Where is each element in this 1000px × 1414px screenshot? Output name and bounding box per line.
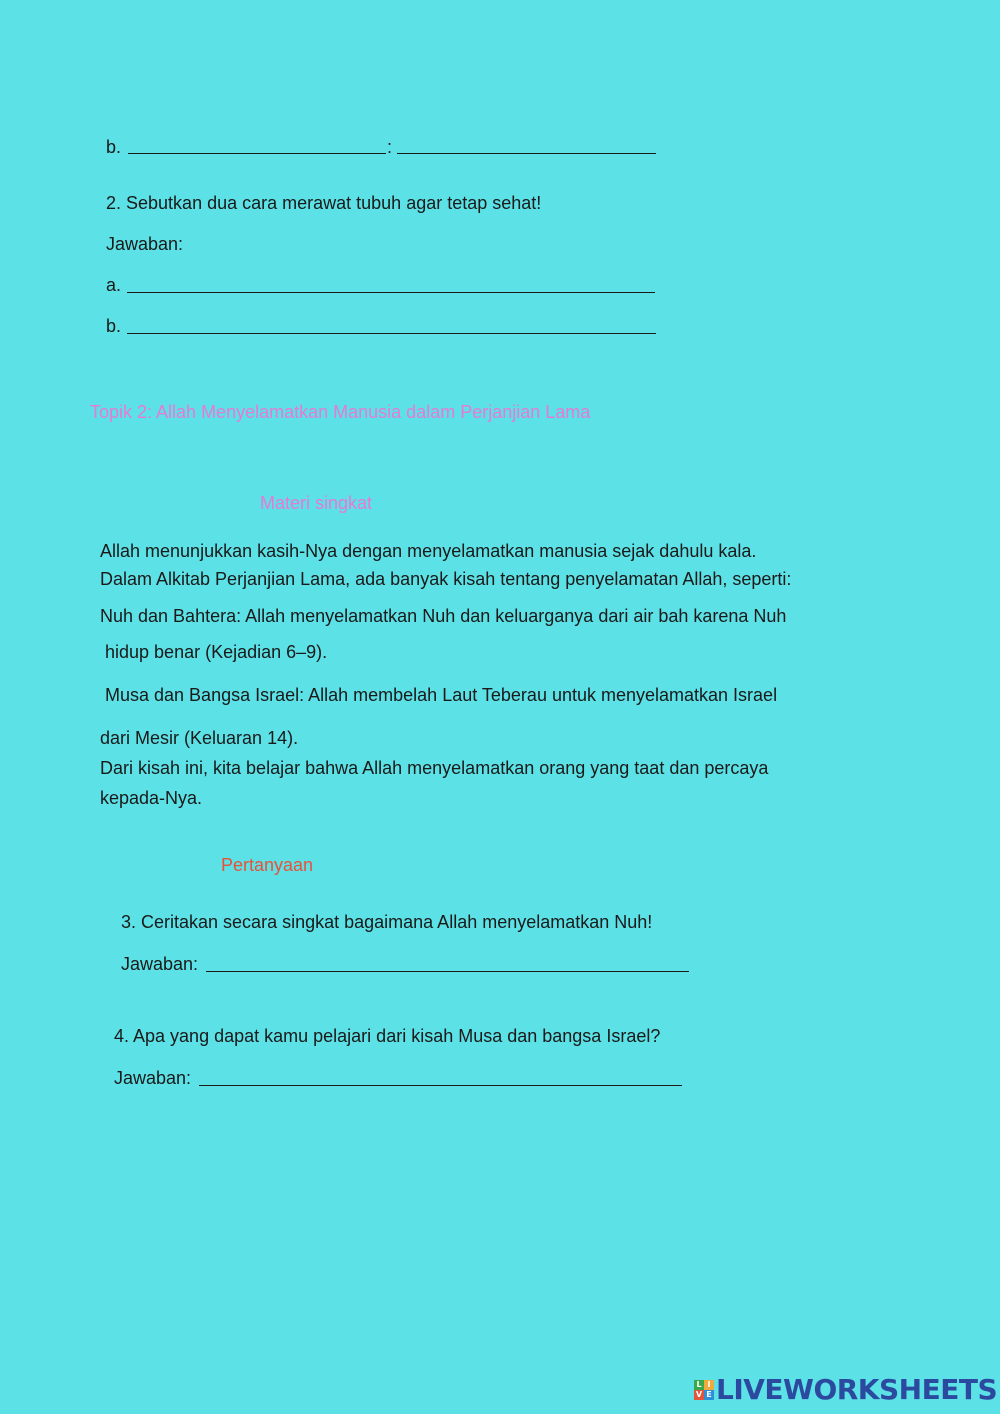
liveworksheets-logo [694,1375,997,1405]
q3-answer-line[interactable] [206,971,689,972]
q2-a-label: a. [106,275,122,295]
liveworksheets-logo-mark-icon [694,1380,714,1400]
materi-paragraph-line: Dalam Alkitab Perjanjian Lama, ada banyak kisah tentang penyelamatan Allah, seperti: [100,569,792,589]
materi-paragraph-line: Allah menunjukkan kasih-Nya dengan menyelamatkan manusia sejak dahulu kala. [100,541,757,561]
materi-heading: Materi singkat [260,493,373,513]
q1b-answer-line-left[interactable] [128,153,386,154]
materi-paragraph-line: Dari kisah ini, kita belajar bahwa Allah menyelamatkan orang yang taat dan percaya [100,758,769,778]
questions-heading: Pertanyaan [221,855,314,875]
q2-a-answer-line[interactable] [127,292,655,293]
logo-mark-letter: L [694,1380,704,1390]
q2-b-label: b. [106,316,122,336]
q3-question: 3. Ceritakan secara singkat bagaimana Allah menyelamatkan Nuh! [121,912,653,932]
q4-answer-line[interactable] [199,1085,682,1086]
materi-paragraph-line: hidup benar (Kejadian 6–9). [100,642,328,662]
materi-paragraph-line: kepada-Nya. [100,788,203,808]
topic2-title: Topik 2: Allah Menyelamatkan Manusia dalam Perjanjian Lama [90,402,591,422]
logo-mark-letter: E [704,1390,714,1400]
logo-mark-letter: I [704,1380,714,1390]
q4-answer-label: Jawaban: [114,1068,192,1088]
q2-question: 2. Sebutkan dua cara merawat tubuh agar tetap sehat! [106,193,542,213]
q2-answer-label: Jawaban: [106,234,184,254]
q1b-label: b. [106,137,122,157]
liveworksheets-logo-text: LIVEWORKSHEETS [716,1373,998,1406]
materi-paragraph-line: Nuh dan Bahtera: Allah menyelamatkan Nuh dan keluarganya dari air bah karena Nuh [100,606,787,626]
q2-b-answer-line[interactable] [127,333,656,334]
q1b-answer-line-right[interactable] [397,153,656,154]
q1b-separator: : [387,137,393,157]
q4-question: 4. Apa yang dapat kamu pelajari dari kisah Musa dan bangsa Israel? [114,1026,661,1046]
materi-paragraph-line: Musa dan Bangsa Israel: Allah membelah Laut Teberau untuk menyelamatkan Israel [100,685,778,705]
q3-answer-label: Jawaban: [121,954,199,974]
logo-mark-letter: V [695,1390,703,1399]
materi-paragraph-line: dari Mesir (Keluaran 14). [100,728,299,748]
